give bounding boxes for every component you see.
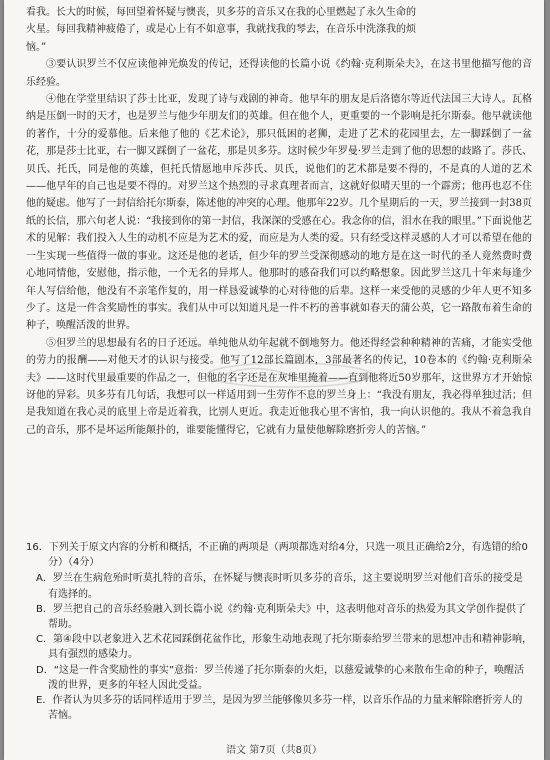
exam-page <box>4 0 544 760</box>
passage-line: 火星。每回我精神疲倦了，或是心上有不如意事，我就找我的琴去，在音乐中洗涤我的烦 <box>26 24 416 36</box>
passage-line: 恼。” <box>26 41 47 53</box>
option-e: E．作者认为贝多芬的话同样适用于罗兰，是因为罗兰能够像贝多芬一样，以音乐作品的力量来解除磨折旁人的苦恼。 <box>36 695 523 722</box>
option-a: A．罗兰在生病危殆时听莫扎特的音乐，在怀疑与懊丧时听贝多芬的音乐，这主要说明罗兰对他们音乐的接受是有选择的。 <box>36 573 523 600</box>
question-16 <box>26 540 532 723</box>
passage-line: 看我。长大的时候，每回望着怀疑与懊丧，贝多芬的音乐又在我的心里燃起了永久生命的 <box>26 7 416 18</box>
page-footer: 语文 第7页（共8页） <box>226 745 322 756</box>
option-c: C．第④段中以老象进入艺术花园踩倒花盆作比，形象生动地表现了托尔斯泰给罗兰带来的思想冲击和精神影响，具有强烈的感染力。 <box>36 634 532 661</box>
question-stem: 16．下列关于原文内容的分析和概括，不正确的两项是（两项都选对给4分，只选一项且正确给2分，有选错的给0分）（4分） <box>26 542 528 569</box>
paragraph-5: ⑤但罗兰的思想最有名的日子还远。单纯他从幼年起就不倒地努力。他还得经尝种种精神的苦痛，才能实受他的劳力的报酬——对他天才的认识与接受。他写了12部长篇剧本，3部最著名的传记，10卷本的《约翰·克利斯朵夫》——这时代里最重要的作品之一，但他的名字还是在灰堆里掩着——直到他将近50岁那年，这世界方才开始惊讶他的异彩。贝多芬有几句话，我想可以一样适用到一生劳作不息的罗兰身上：“我没有朋友，我必得单独过活；但是我知道在我心灵的底里上帝是近着我，比别人更近。我走近他我心里不害怕，我一向认识他的。我从不着急我自己的音乐，那不是坏运所能颠扑的，谁要能懂得它，它就有力量使他解除磨折旁人的苦恼。” <box>26 337 532 436</box>
option-b: B．罗兰把自己的音乐经验融入到长篇小说《约翰·克利斯朵夫》中，这表明他对音乐的热爱为其文学创作提供了帮助。 <box>36 603 527 631</box>
paragraph-3: ③要认识罗兰不仅应读他神光焕发的传记，还得读他的长篇小说《约翰·克利斯朵夫》，在这书里他描写他的音乐经验。 <box>26 59 532 88</box>
paragraph-4: ④他在学堂里结识了莎士比亚，发现了诗与戏剧的神奇。他早年的朋友是后洛德尔等近代法国三大诗人。瓦格纳是压倒一时的天才，也是罗兰与他少年朋友们的英雄。但在他个人，更重要的一个影响是托尔斯泰。他早就读他的著作，十分的爱慕他。后来他了他的《艺术论》，那只低困的老狮，走进了艺术的花园里去，左一脚踩倒了一盆花，那是莎士比亚，右一脚又踩倒了一盆花，那是贝多芬。这时候少年罗曼·罗兰走到了他的思想的歧路了。莎氏、贝氏、托氏，同是他的英雄，但托氏情愿地申斥莎氏、贝氏，说他们的艺术都是要不得的，不是真的人道的艺术——他早年的自己也是要不得的。对罗兰这个热烈的寻求真理者而言，这就好似晴天里的一个霹雳；他再也忍不住他的疑虑。他写了一封信给托尔斯泰，陈述他的冲突的心理。他那年22岁。几个星期后的一天，罗兰接到一封38页纸的长信，那六旬老人说：“我接到你的第一封信，我深深的受感在心。我念你的信，泪水在我的眼里。”下面说他艺术的见解：我们投入人生的动机不应是为艺术的爱，而应是为人类的爱。只有经受这样灵感的人才可以希望在他的一生实现一些值得一做的事业。这还是他的老话，但少年的罗兰受深彻感动的地方是在这一时代的圣人竟然费时费心地同情他，安慰他，指示他，一个无名的异邦人。他那时的感奋我们可以约略想象。因此罗兰这几十年来每逢少年人写信给他，他没有不亲笔作复的，用一样恳爱诚挚的心对待他的后辈。这样一来受他的灵感的少年人更不知多少了。这是一件含奖励性的事实。我们从中可以知道凡是一件不朽的善事就如春天的蒲公英，它一路散布着生命的种子，唤醒活泼的世界。 <box>26 94 532 332</box>
handwritten-passage <box>26 4 532 439</box>
option-d: D．“这是一件含奖励性的事实”意指：罗兰传递了托尔斯泰的火炬，以慈爱诚挚的心来散布生命的种子，唤醒活泼的世界，更多的年轻人因此受益。 <box>36 664 525 691</box>
